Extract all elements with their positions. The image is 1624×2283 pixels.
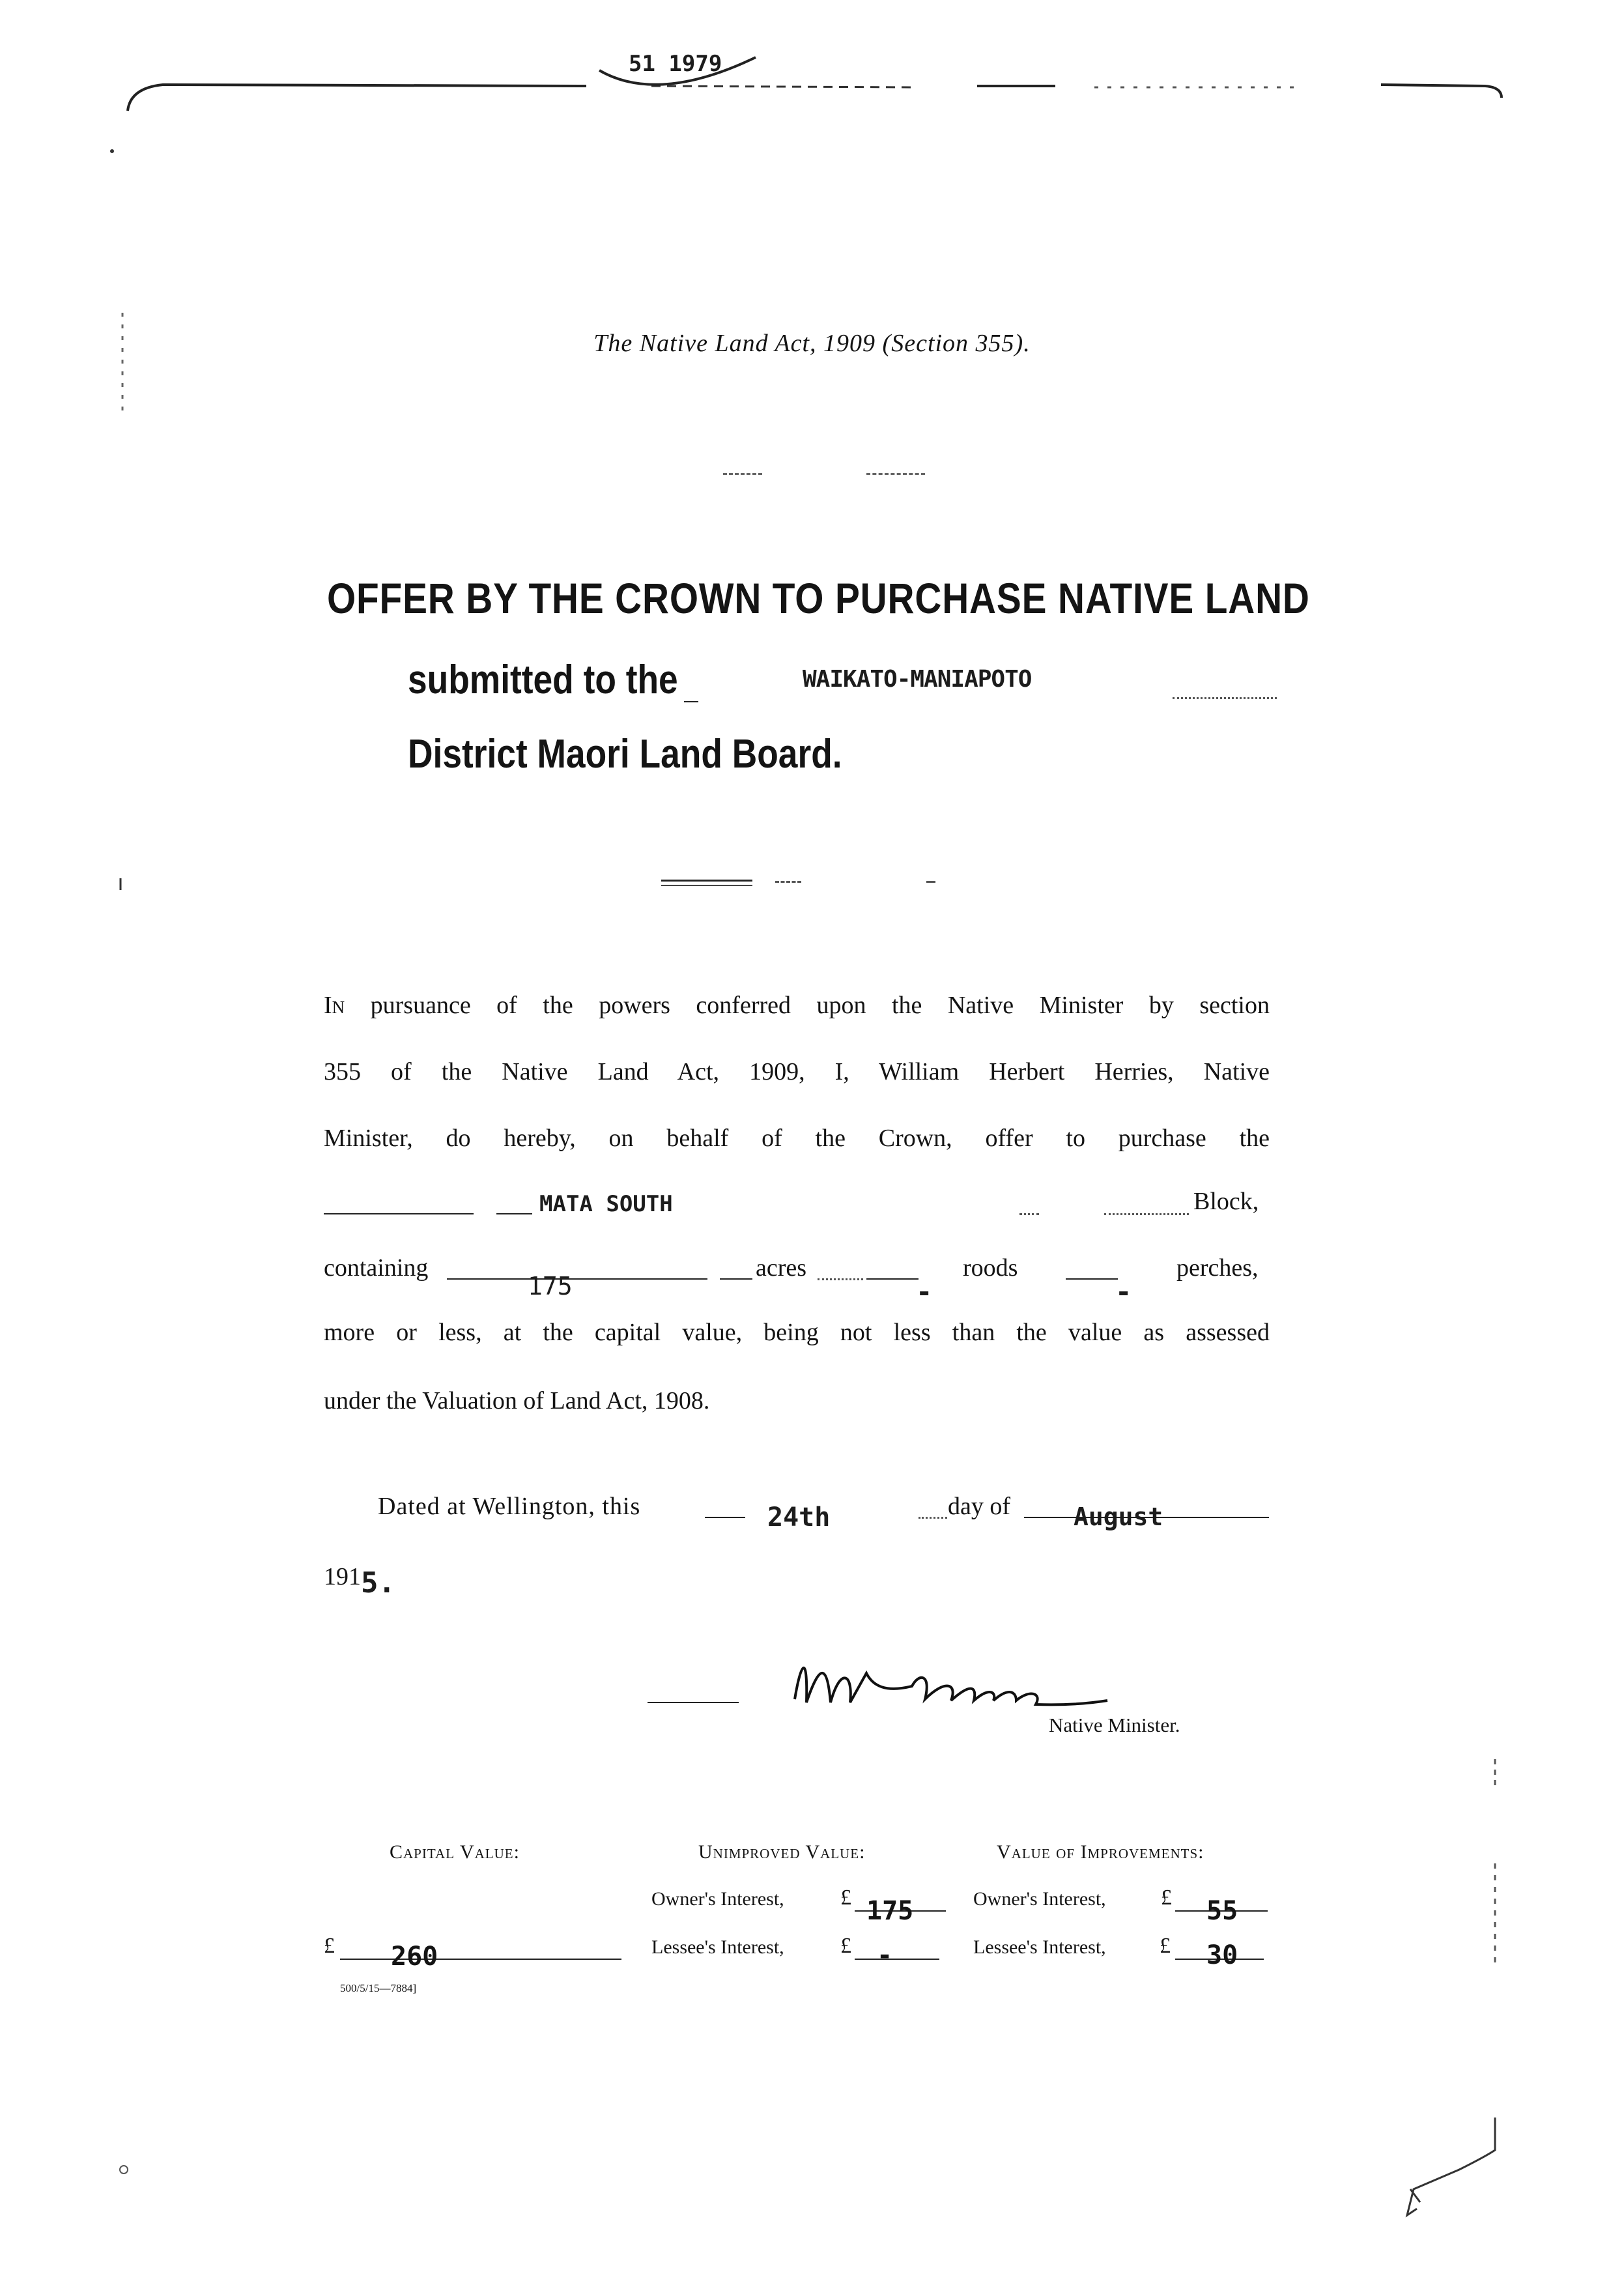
unimproved-owner-label: Owner's Interest, (651, 1888, 784, 1910)
blank-line (720, 1278, 752, 1280)
body-line-7: under the Valuation of Land Act, 1908. (324, 1387, 710, 1414)
currency-symbol: £ (840, 1886, 851, 1910)
currency-symbol: £ (1160, 1934, 1171, 1958)
dated-prefix: Dated at Wellington, this (378, 1493, 641, 1520)
dated-month: August (1074, 1502, 1163, 1531)
scan-corner-artifact (1394, 1733, 1624, 2283)
body-text: pursuance of the powers conferred upon the Native Minister by section (370, 992, 1270, 1019)
perches-label: perches, (1176, 1254, 1259, 1282)
unimproved-owner-value: 175 (866, 1896, 914, 1926)
blank-line (818, 1278, 863, 1280)
ornament-rule (926, 881, 935, 883)
blank-line (705, 1517, 745, 1518)
currency-symbol: £ (324, 1934, 335, 1958)
blank-line (1019, 1213, 1039, 1215)
improvements-value-header: Value of Improvements: (997, 1841, 1204, 1863)
blank-line (340, 1959, 621, 1960)
capital-value: 260 (391, 1942, 438, 1972)
board-suffix: District Maori Land Board. (408, 732, 842, 777)
blank-line (447, 1278, 707, 1280)
acres-value: 175 (528, 1272, 573, 1300)
submitted-to-label: submitted to the (408, 657, 678, 702)
improvements-lessee-label: Lessee's Interest, (973, 1936, 1106, 1958)
unimproved-lessee-label: Lessee's Interest, (651, 1936, 784, 1958)
block-name: MATA SOUTH (539, 1191, 673, 1217)
unimproved-lessee-value: - (877, 1940, 893, 1970)
signature-line (648, 1702, 739, 1703)
block-label: Block, (1193, 1188, 1259, 1215)
unimproved-value-header: Unimproved Value: (698, 1841, 866, 1863)
board-district-name: WAIKATO-MANIAPOTO (803, 666, 1032, 693)
ornament-rule (661, 880, 752, 882)
roods-label: roods (963, 1254, 1018, 1282)
acres-label: acres (756, 1254, 807, 1282)
containing-label: containing (324, 1254, 429, 1282)
body-line-3: Minister, do hereby, on behalf of the Crown, offer to purchase the (324, 1125, 1270, 1152)
dated-day: 24th (767, 1502, 831, 1532)
currency-symbol: £ (840, 1934, 851, 1958)
blank-line (1173, 697, 1277, 699)
improvements-lessee-value: 30 (1206, 1940, 1238, 1970)
signatory-title: Native Minister. (1049, 1714, 1180, 1736)
signature-text (736, 1668, 833, 1687)
ornament-dash (866, 473, 925, 475)
body-line-2: 355 of the Native Land Act, 1909, I, William Herbert Herries, Native (324, 1058, 1270, 1085)
roods-value: - (916, 1276, 933, 1308)
dated-year (324, 1558, 395, 1600)
improvements-owner-value: 55 (1206, 1896, 1238, 1926)
blank-line (496, 1213, 532, 1214)
body-line-1 (324, 972, 1270, 1039)
act-reference: The Native Land Act, 1909 (Section 355). (593, 330, 1031, 357)
blank-line (866, 1278, 919, 1280)
year-prefix: 191 (324, 1563, 361, 1590)
perches-value: - (1115, 1276, 1132, 1308)
drop-word: In (324, 992, 345, 1019)
blank-line (324, 1213, 474, 1214)
improvements-owner-label: Owner's Interest, (973, 1888, 1106, 1910)
scan-left-margin (104, 261, 143, 2215)
day-of-label: day of (948, 1493, 1011, 1520)
blank-line (919, 1517, 947, 1519)
year-suffix: 5. (361, 1566, 395, 1600)
ornament-dash (723, 473, 762, 475)
scan-top-edge (0, 0, 1624, 208)
body-line-6: more or less, at the capital value, being not less than the value as assessed (324, 1319, 1270, 1346)
header-reference: 51 1979 (629, 51, 722, 77)
blank-line (855, 1959, 939, 1960)
blank-line (1066, 1278, 1118, 1280)
ornament-rule (775, 881, 801, 883)
printer-reference: 500/5/15—7884] (340, 1982, 417, 1994)
page-title: OFFER BY THE CROWN TO PURCHASE NATIVE LAND (327, 574, 1310, 622)
currency-symbol: £ (1161, 1886, 1172, 1910)
blank-line (1104, 1213, 1189, 1215)
ornament-rule (661, 885, 752, 886)
capital-value-header: Capital Value: (390, 1841, 520, 1863)
blank-line (684, 701, 698, 702)
